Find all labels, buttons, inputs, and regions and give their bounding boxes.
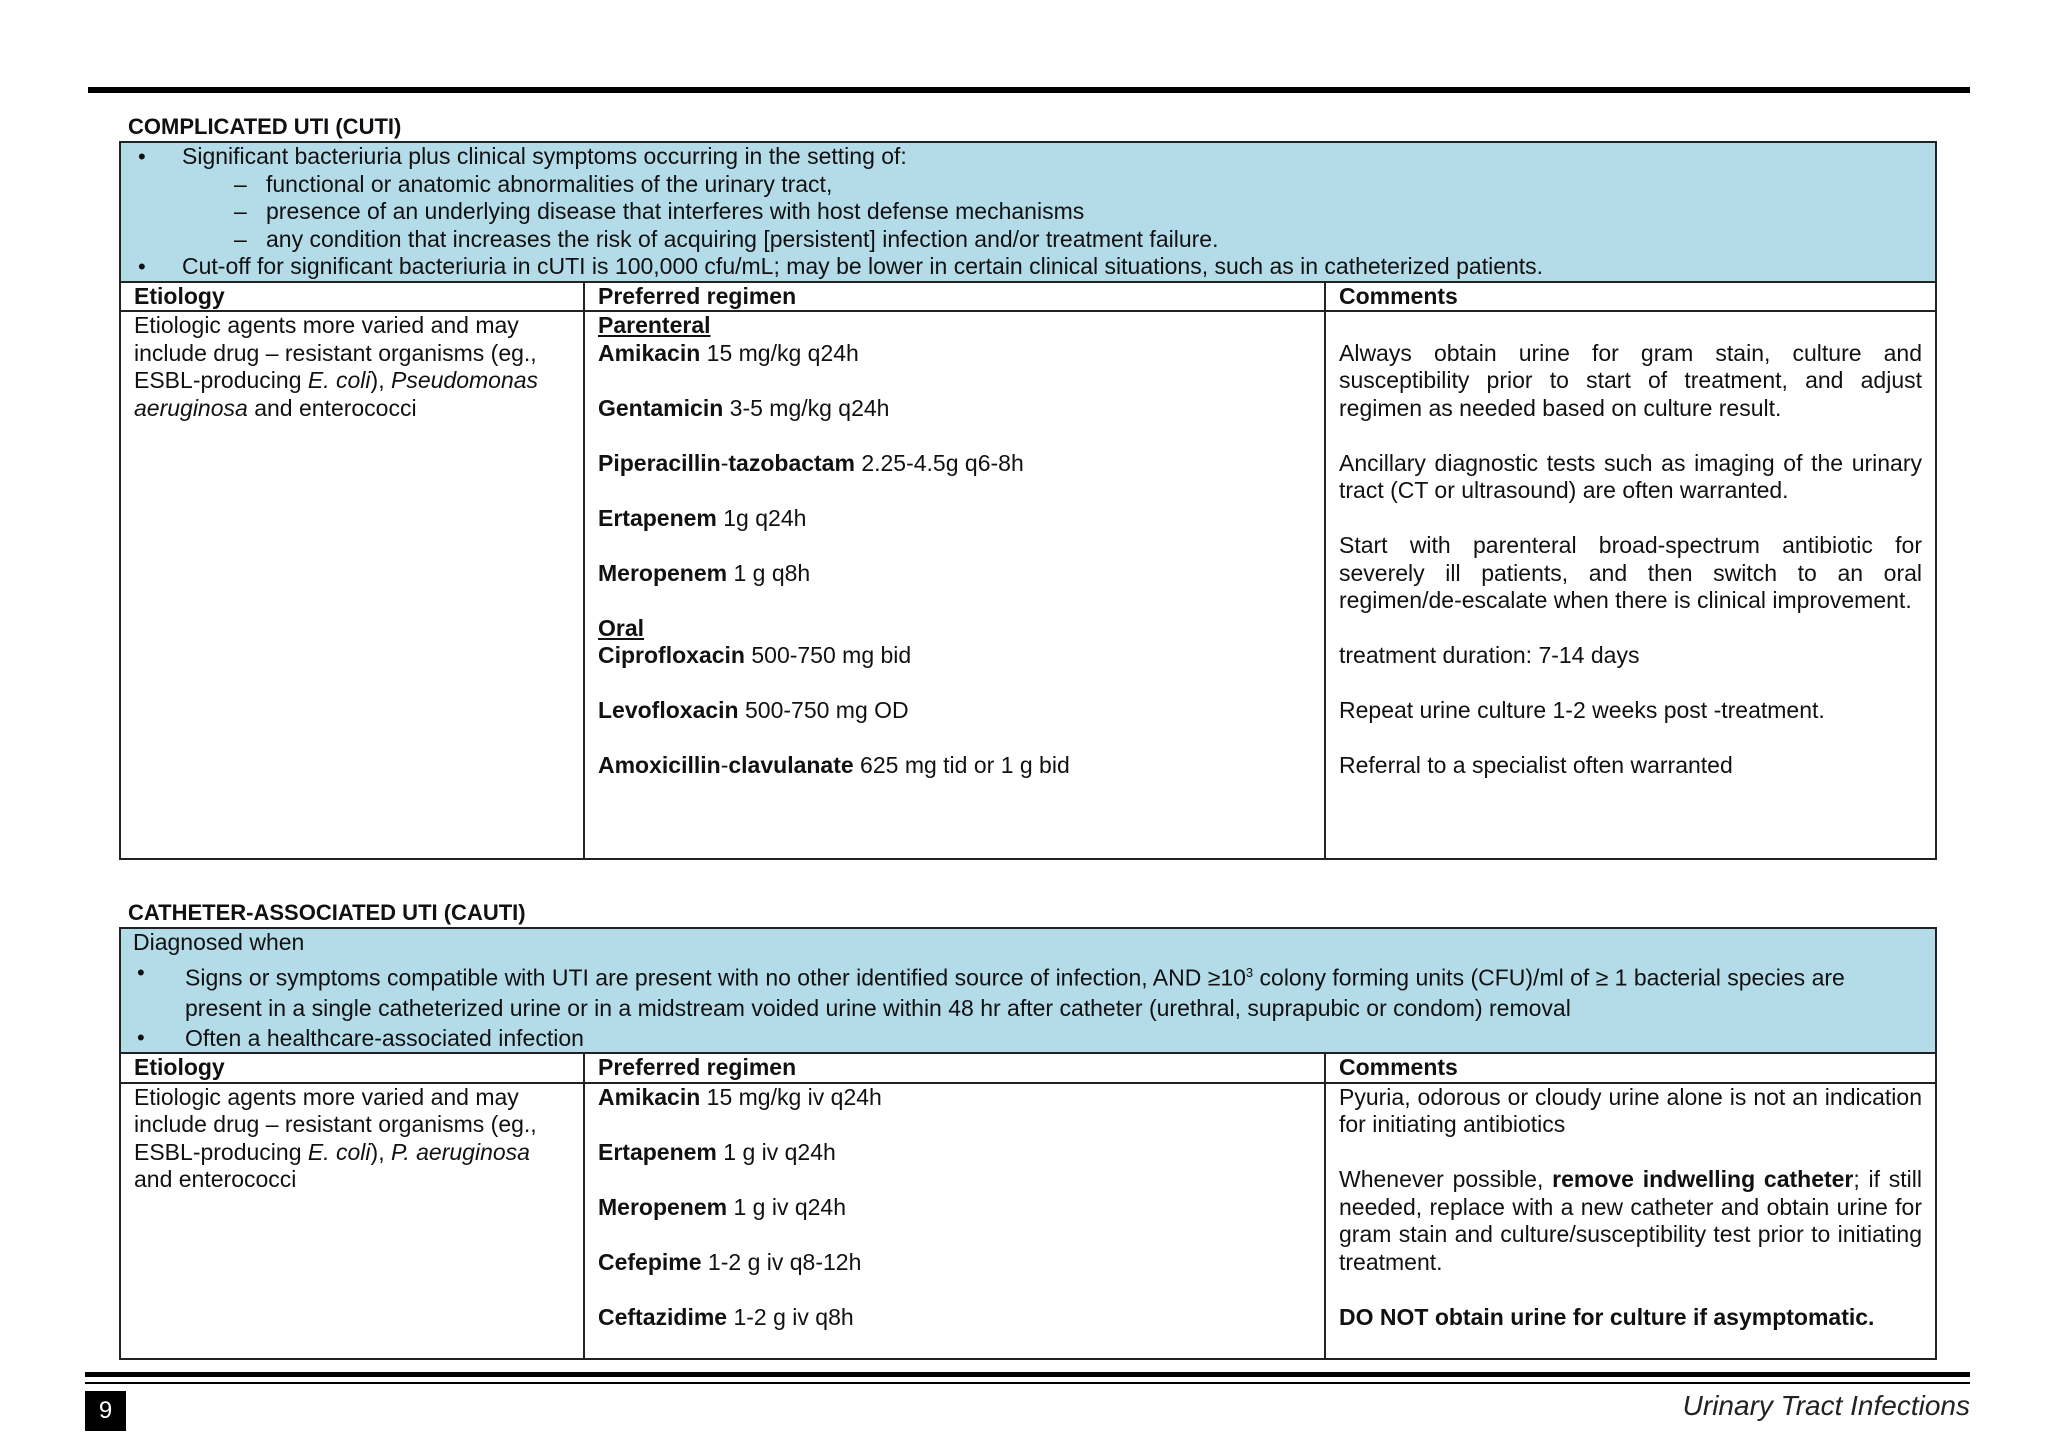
cuti-bullet-1: • Significant bacteriuria plus clinical symptoms occurring in the setting of: – functional or anatomic abnormalities of the urinary tract, – presence of an underlying disease that interferes with host defense mechanisms – any condition that increases the risk of acquiring [persistent] infection and/or treatment failure.	[134, 143, 1922, 253]
regimen-item: Amoxicillin-clavulanate 625 mg tid or 1 g bid	[598, 752, 1070, 778]
cauti-etiology-cell: Etiologic agents more varied and may include drug – resistant organisms (eg., ESBL-producing E. coli), P. aeruginosa and enterococci	[120, 1083, 584, 1359]
regimen-item: Cefepime 1-2 g iv q8-12h	[598, 1248, 862, 1275]
cuti-subitem: – any condition that increases the risk of acquiring [persistent] infection and/or treatment failure.	[182, 226, 1922, 254]
cuti-subitem: – functional or anatomic abnormalities of the urinary tract,	[182, 171, 1922, 199]
regimen-item: Amikacin 15 mg/kg q24h	[598, 339, 859, 366]
cuti-section-title: COMPLICATED UTI (CUTI)	[128, 114, 402, 139]
footer-rule-thin	[85, 1382, 1970, 1384]
cauti-table	[119, 927, 1937, 1360]
comment-paragraph: treatment duration: 7-14 days	[1339, 642, 1640, 668]
cauti-bullet-1: • Signs or symptoms compatible with UTI are present with no other identified source of infection, AND $\ge 10^3$ colony forming units (CFU)/ml of ≥ 1 bacterial species are present in a single catheterized urine or in a midstream voided urine within 48 hr after catheter (urethral, suprapubic or condom) removal	[133, 957, 1922, 1025]
oral-heading: Oral	[598, 614, 645, 641]
top-rule	[88, 87, 1970, 93]
regimen-item: Meropenem 1 g iv q24h	[598, 1193, 847, 1220]
regimen-item: Piperacillin-tazobactam 2.25-4.5g q6-8h	[598, 449, 1024, 476]
regimen-item: Amikacin 15 mg/kg iv q24h	[598, 1083, 882, 1110]
cauti-header-comments: Comments	[1325, 1053, 1936, 1083]
footer-rule-thick	[85, 1372, 1970, 1377]
comment-paragraph: Repeat urine culture 1-2 weeks post -treatment.	[1339, 697, 1825, 723]
comment-paragraph: Start with parenteral broad-spectrum antibiotic for severely ill patients, and then switch to an oral regimen/de-escalate when there is clinical improvement.	[1339, 532, 1923, 613]
cauti-regimen-cell	[584, 1083, 1325, 1359]
chapter-title: Urinary Tract Infections	[1682, 1390, 1970, 1421]
cauti-header-regimen: Preferred regimen	[584, 1053, 1325, 1083]
comment-paragraph: Always obtain urine for gram stain, culture and susceptibility prior to start of treatment, and adjust regimen as needed based on culture result.	[1339, 339, 1923, 421]
cuti-header-etiology: Etiology	[120, 282, 584, 312]
cuti-definition-box	[120, 142, 1936, 282]
comment-paragraph: Pyuria, odorous or cloudy urine alone is not an indication for initiating antibiotics	[1339, 1083, 1922, 1138]
cauti-comments-cell	[1325, 1083, 1936, 1359]
cuti-header-regimen: Preferred regimen	[584, 282, 1325, 312]
regimen-item: Ertapenem 1g q24h	[598, 504, 807, 531]
cuti-header-comments: Comments	[1325, 282, 1936, 312]
parenteral-heading: Parenteral	[598, 312, 711, 338]
cuti-bullet-2: • Cut-off for significant bacteriuria in cUTI is 100,000 cfu/mL; may be lower in certain clinical situations, such as in catheterized patients.	[134, 253, 1922, 281]
comment-paragraph: Whenever possible, remove indwelling catheter; if still needed, replace with a new catheter and obtain urine for gram stain and culture/susceptibility test prior to initiating treatment.	[1339, 1166, 1923, 1275]
cauti-header-etiology: Etiology	[120, 1053, 584, 1083]
cuti-etiology-cell: Etiologic agents more varied and may include drug – resistant organisms (eg., ESBL-producing E. coli), Pseudomonas aeruginosa and enterococci	[120, 311, 584, 859]
cauti-definition-box	[120, 928, 1936, 1053]
cuti-comments-cell	[1325, 311, 1936, 859]
cauti-section-title: CATHETER-ASSOCIATED UTI (CAUTI)	[128, 900, 526, 925]
cuti-table	[119, 141, 1937, 860]
regimen-item: Ceftazidime 1-2 g iv q8h	[598, 1303, 854, 1330]
regimen-item: Levofloxacin 500-750 mg OD	[598, 697, 909, 723]
page-number: 9	[85, 1391, 126, 1431]
regimen-item: Meropenem 1 g q8h	[598, 559, 811, 586]
comment-paragraph: Referral to a specialist often warranted	[1339, 752, 1733, 778]
regimen-item: Ertapenem 1 g iv q24h	[598, 1138, 836, 1165]
comment-warning: DO NOT obtain urine for culture if asymptomatic.	[1339, 1303, 1875, 1330]
cuti-regimen-cell	[584, 311, 1325, 859]
regimen-item: Gentamicin 3-5 mg/kg q24h	[598, 394, 890, 421]
regimen-item: Ciprofloxacin 500-750 mg bid	[598, 642, 912, 668]
cauti-diagnosed-label: Diagnosed when	[133, 929, 305, 955]
cauti-bullet-2: • Often a healthcare-associated infection	[133, 1024, 1922, 1052]
cuti-subitem: – presence of an underlying disease that interferes with host defense mechanisms	[182, 198, 1922, 226]
comment-paragraph: Ancillary diagnostic tests such as imaging of the urinary tract (CT or ultrasound) are often warranted.	[1339, 449, 1923, 503]
